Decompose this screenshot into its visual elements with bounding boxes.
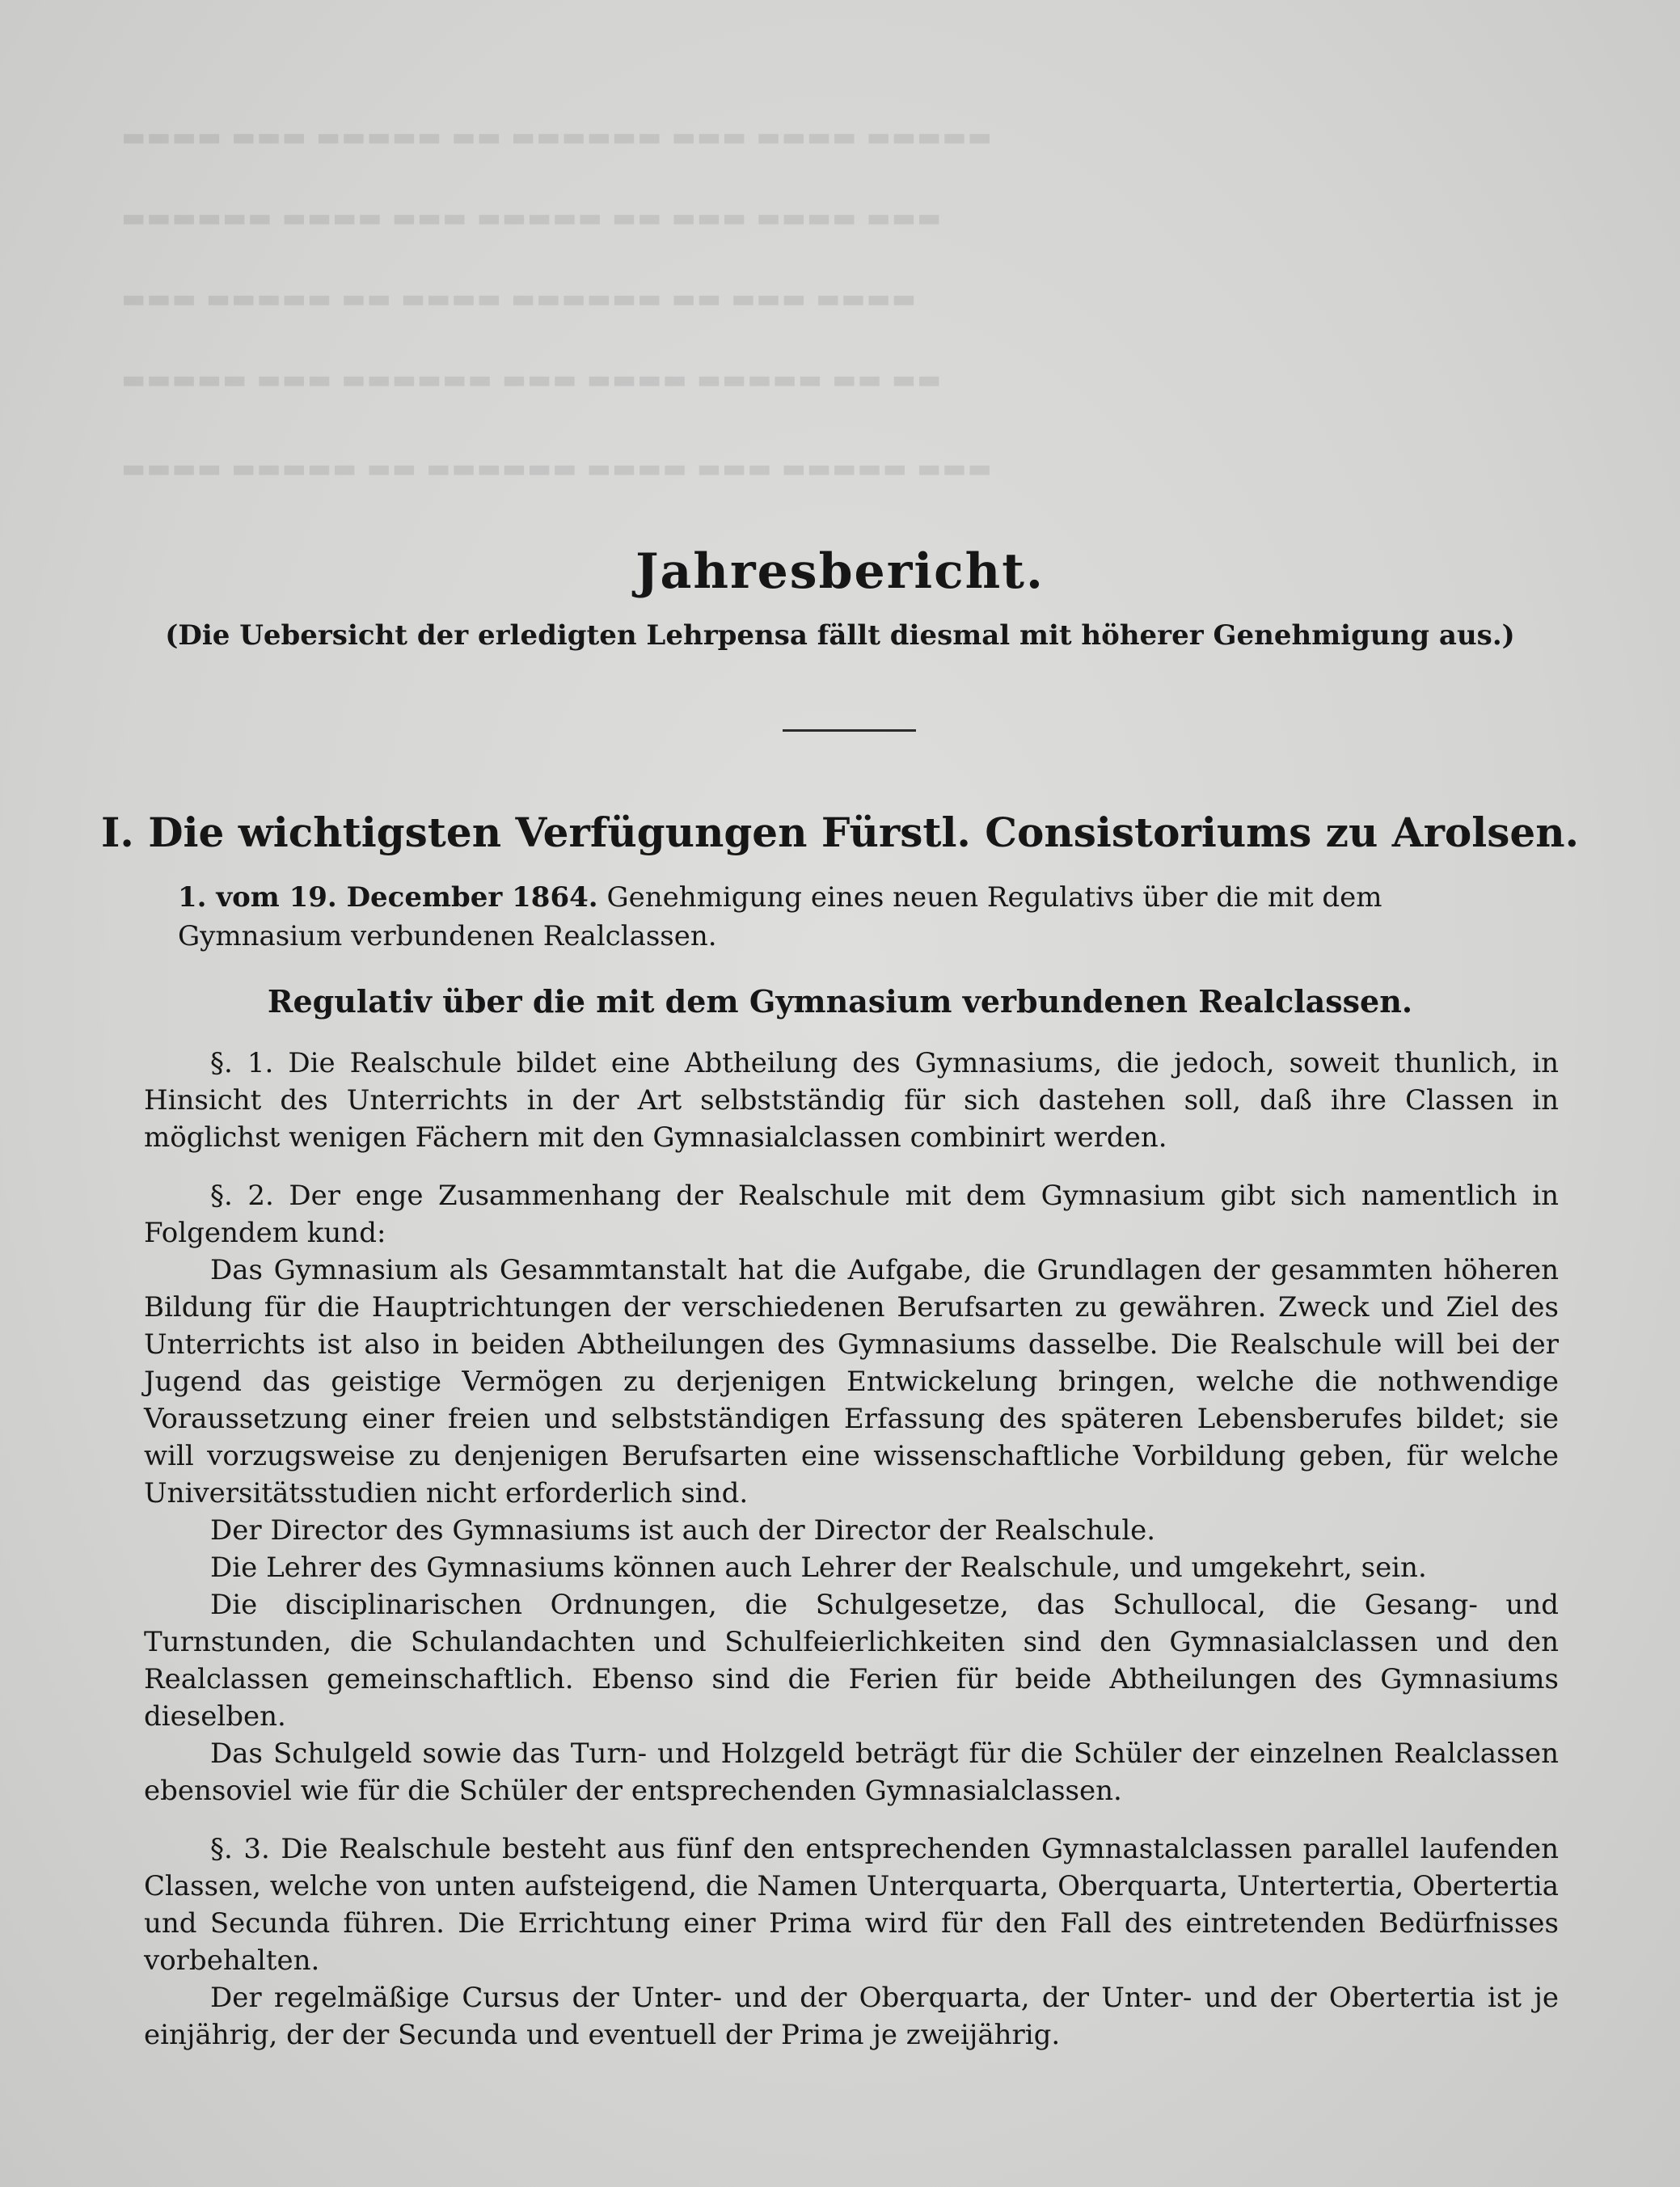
decree-date: 1. vom 19. December 1864. [178, 881, 598, 914]
paragraph-3-cursus: Der regelmäßige Cursus der Unter- und der Oberquarta, der Unter- und der Obertertia ist je einjährig, der der Secunda und eventuell der Prima je zweijährig. [144, 1982, 1559, 2051]
paragraph-3-classes: §. 3. Die Realschule besteht aus fünf den entsprechenden Gymnastalclassen parallel laufenden Classen, welche von unten aufsteigend, die Namen Unterquarta, Oberquarta, Untertertia, Obertertia und Secunda führen. Die Errichtung einer Prima wird für den Fall des eintretenden Bedürfnisses vorbehalten. [144, 1833, 1559, 1977]
paragraph-2-director: Der Director des Gymnasiums ist auch der Director der Realschule. [210, 1514, 1156, 1547]
regulation-title: Regulativ über die mit dem Gymnasium verbundenen Realclassen. [267, 983, 1413, 1020]
paragraph-2-teachers: Die Lehrer des Gymnasiums können auch Lehrer der Realschule, und umgekehrt, sein. [210, 1552, 1427, 1584]
show-through-texture: ▬▬▬▬ ▬▬▬▬▬ ▬▬ ▬▬▬▬▬▬ ▬▬▬▬ ▬▬▬ ▬▬▬▬▬ ▬▬▬ [121, 453, 993, 483]
decree-text: Genehmigung eines neuen Regulativs über die mit dem Gymnasium verbundenen Realclassen. [178, 881, 1382, 952]
paragraph-2-common: Die disciplinarischen Ordnungen, die Schulgesetze, das Schullocal, die Gesang- und Turnstunden, die Schulandachten und Schulfeierlichkeiten sind den Gymnasialclassen und den Realclassen gemeinschaftlich. Ebenso sind die Ferien für beide Abtheilungen des Gymnasiums dieselben. [144, 1589, 1559, 1733]
heading-note: (Die Uebersicht der erledigten Lehrpensa fällt diesmal mit höherer Genehmigung aus.) [165, 619, 1515, 652]
paragraph-2-intro: §. 2. Der enge Zusammenhang der Realschule mit dem Gymnasium gibt sich namentlich in Folgendem kund: [144, 1180, 1559, 1249]
decree-item [178, 878, 1552, 956]
show-through-texture: ▬▬▬▬▬▬ ▬▬▬▬ ▬▬▬ ▬▬▬▬▬ ▬▬ ▬▬▬ ▬▬▬▬ ▬▬▬ [121, 202, 943, 233]
paragraph-2-purpose: Das Gymnasium als Gesammtanstalt hat die Aufgabe, die Grundlagen der gesammten höheren Bildung für die Hauptrichtungen der verschiedenen Berufsarten zu gewähren. Zweck und Ziel des Unterrichts ist also in beiden Abtheilungen des Gymnasiums dasselbe. Die Realschule will bei der Jugend das geistige Vermögen zu derjenigen Entwickelung bringen, welche die nothwendige Voraussetzung einer freien und selbstständigen Erfassung des späteren Lebensberufes bildet; sie will vorzugsweise zu denjenigen Berufsarten eine wissenschaftliche Vorbildung geben, für welche Universitätsstudien nicht erforderlich sind. [144, 1254, 1559, 1509]
paragraph-1: §. 1. Die Realschule bildet eine Abtheilung des Gymnasiums, die jedoch, soweit thunlich, in Hinsicht des Unterrichts in der Art selbstständig für sich dastehen soll, daß ihre Classen in möglichst wenigen Fächern mit den Gymnasialclassen combinirt werden. [144, 1047, 1559, 1154]
show-through-texture: ▬▬▬▬ ▬▬▬ ▬▬▬▬▬ ▬▬ ▬▬▬▬▬▬ ▬▬▬ ▬▬▬▬ ▬▬▬▬▬ [121, 121, 993, 152]
section-title: I. Die wichtigsten Verfügungen Fürstl. Consistoriums zu Arolsen. [100, 809, 1579, 856]
paragraph-2-fees: Das Schulgeld sowie das Turn- und Holzgeld beträgt für die Schüler der einzelnen Realclassen ebensoviel wie für die Schüler der entsprechenden Gymnasialclassen. [144, 1737, 1559, 1807]
page-heading: Jahresbericht. [635, 543, 1045, 600]
show-through-texture: ▬▬▬ ▬▬▬▬▬ ▬▬ ▬▬▬▬ ▬▬▬▬▬▬ ▬▬ ▬▬▬ ▬▬▬▬ [121, 283, 917, 314]
section-divider [783, 729, 916, 732]
show-through-texture: ▬▬▬▬▬ ▬▬▬ ▬▬▬▬▬▬ ▬▬▬ ▬▬▬▬ ▬▬▬▬▬ ▬▬ ▬▬ [121, 364, 943, 395]
regulation-body [144, 1045, 1559, 2054]
